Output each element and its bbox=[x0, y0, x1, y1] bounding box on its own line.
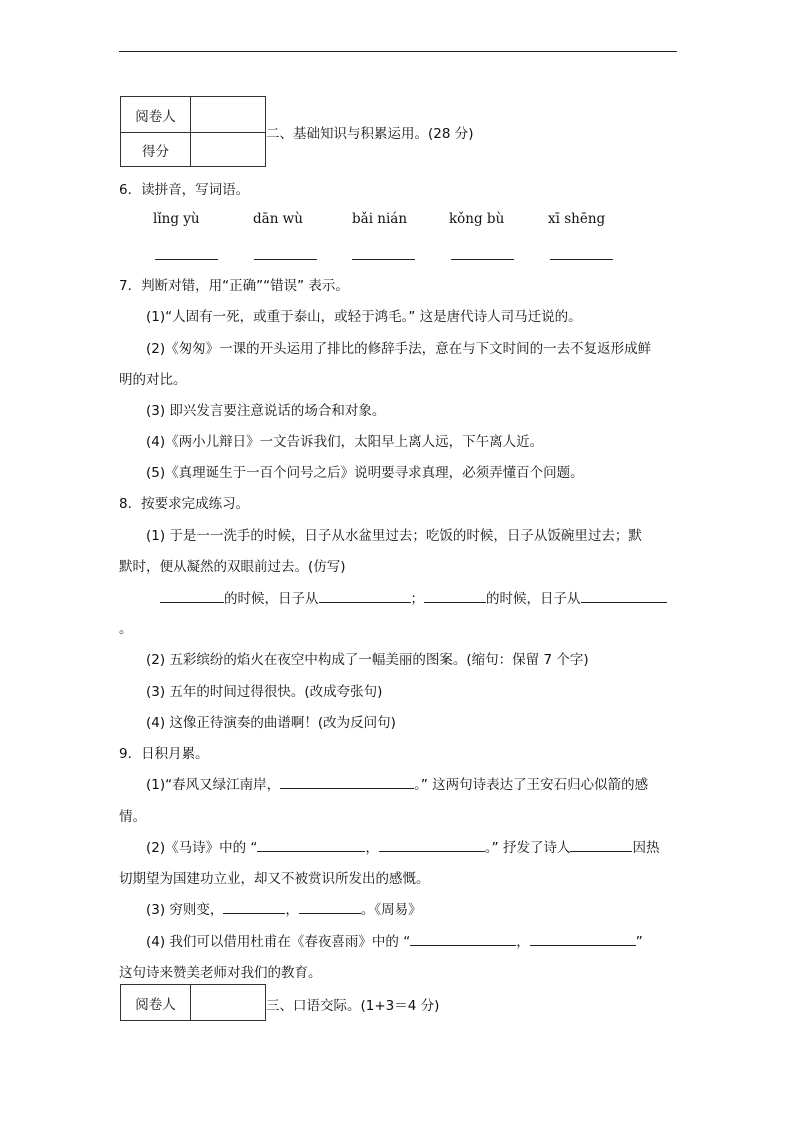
section2-heading: 二、基础知识与积累运用。(28 分) bbox=[266, 126, 474, 142]
fill-blank[interactable] bbox=[223, 899, 285, 914]
q8-item-4: (4) 这像正待演奏的曲谱啊！(改为反问句) bbox=[146, 715, 396, 731]
q8-item-3: (3) 五年的时间过得很快。(改成夸张句) bbox=[146, 684, 383, 700]
q9-stem: 9．日积月累。 bbox=[119, 746, 209, 762]
q8-stem: 8．按要求完成练习。 bbox=[119, 496, 250, 512]
answer-line-5[interactable] bbox=[550, 259, 613, 260]
q8-fill-end: 。 bbox=[119, 621, 133, 637]
pinyin-4: kǒng bù bbox=[449, 211, 505, 227]
pinyin-1: lǐng yù bbox=[153, 211, 200, 227]
fill-blank[interactable] bbox=[424, 588, 486, 603]
score-label: 得分 bbox=[121, 133, 191, 167]
q7-item-2-cont: 明的对比。 bbox=[119, 372, 187, 388]
pinyin-2: dān wù bbox=[253, 211, 303, 227]
q7-item-1: (1)“人固有一死，或重于泰山，或轻于鸿毛。” 这是唐代诗人司马迁说的。 bbox=[146, 309, 582, 325]
reviewer-cell[interactable] bbox=[191, 985, 266, 1021]
q7-item-3: (3) 即兴发言要注意说话的场合和对象。 bbox=[146, 403, 386, 419]
q7-stem: 7．判断对错，用“正确”“错误” 表示。 bbox=[119, 278, 349, 294]
q9-item-1-cont: 情。 bbox=[119, 809, 146, 825]
fill-blank[interactable] bbox=[160, 588, 224, 603]
answer-line-2[interactable] bbox=[254, 259, 317, 260]
fill-blank[interactable] bbox=[410, 931, 516, 946]
section3-heading: 三、口语交际。(1+3＝4 分) bbox=[266, 998, 440, 1014]
score-table-section2 bbox=[120, 96, 266, 167]
answer-line-1[interactable] bbox=[155, 259, 218, 260]
pinyin-3: bǎi nián bbox=[352, 211, 408, 227]
fill-blank[interactable] bbox=[280, 774, 414, 789]
fill-blank[interactable] bbox=[570, 837, 632, 852]
fill-blank[interactable] bbox=[257, 837, 365, 852]
q9-item-4-cont: 这句诗来赞美老师对我们的教育。 bbox=[119, 965, 322, 981]
score-cell[interactable] bbox=[191, 133, 266, 167]
q9-item-2: (2)《马诗》中的 “ ， 。” 抒发了诗人 因热 bbox=[146, 836, 659, 856]
q8-item-1: (1) 于是一一洗手的时候，日子从水盆里过去；吃饭的时候，日子从饭碗里过去；默 bbox=[146, 528, 642, 544]
q7-item-2: (2)《匆匆》一课的开头运用了排比的修辞手法，意在与下文时间的一去不复返形成鲜 bbox=[146, 341, 652, 357]
q8-item-1-cont: 默时，便从凝然的双眼前过去。(仿写) bbox=[119, 559, 346, 575]
q8-fill-row: 的时候，日子从 ； 的时候，日子从 bbox=[160, 587, 667, 607]
fill-blank[interactable] bbox=[299, 899, 361, 914]
q6-stem: 6．读拼音，写词语。 bbox=[119, 182, 250, 198]
q7-item-4: (4)《两小儿辩日》一文告诉我们，太阳早上离人远，下午离人近。 bbox=[146, 434, 544, 450]
fill-blank[interactable] bbox=[530, 931, 636, 946]
reviewer-label: 阅卷人 bbox=[121, 985, 191, 1021]
score-table-section3 bbox=[120, 984, 266, 1021]
answer-line-4[interactable] bbox=[451, 259, 514, 260]
header-rule bbox=[119, 51, 677, 52]
fill-blank[interactable] bbox=[379, 837, 485, 852]
fill-blank[interactable] bbox=[581, 588, 667, 603]
q8-item-2: (2) 五彩缤纷的焰火在夜空中构成了一幅美丽的图案。(缩句：保留 7 个字) bbox=[146, 652, 589, 668]
reviewer-label: 阅卷人 bbox=[121, 97, 191, 133]
q7-item-5: (5)《真理诞生于一百个问号之后》说明要寻求真理，必须弄懂百个问题。 bbox=[146, 465, 584, 481]
reviewer-cell[interactable] bbox=[191, 97, 266, 133]
q9-item-3: (3) 穷则变， ， 。《周易》 bbox=[146, 898, 422, 918]
fill-blank[interactable] bbox=[319, 588, 411, 603]
pinyin-5: xī shēng bbox=[548, 211, 606, 227]
q9-item-4: (4) 我们可以借用杜甫在《春夜喜雨》中的 “ ， ” bbox=[146, 930, 643, 950]
q9-item-2-cont: 切期望为国建功立业，却又不被赏识所发出的感慨。 bbox=[119, 871, 430, 887]
q9-item-1: (1)“春风又绿江南岸， 。” 这两句诗表达了王安石归心似箭的感 bbox=[146, 773, 648, 793]
answer-line-3[interactable] bbox=[352, 259, 415, 260]
